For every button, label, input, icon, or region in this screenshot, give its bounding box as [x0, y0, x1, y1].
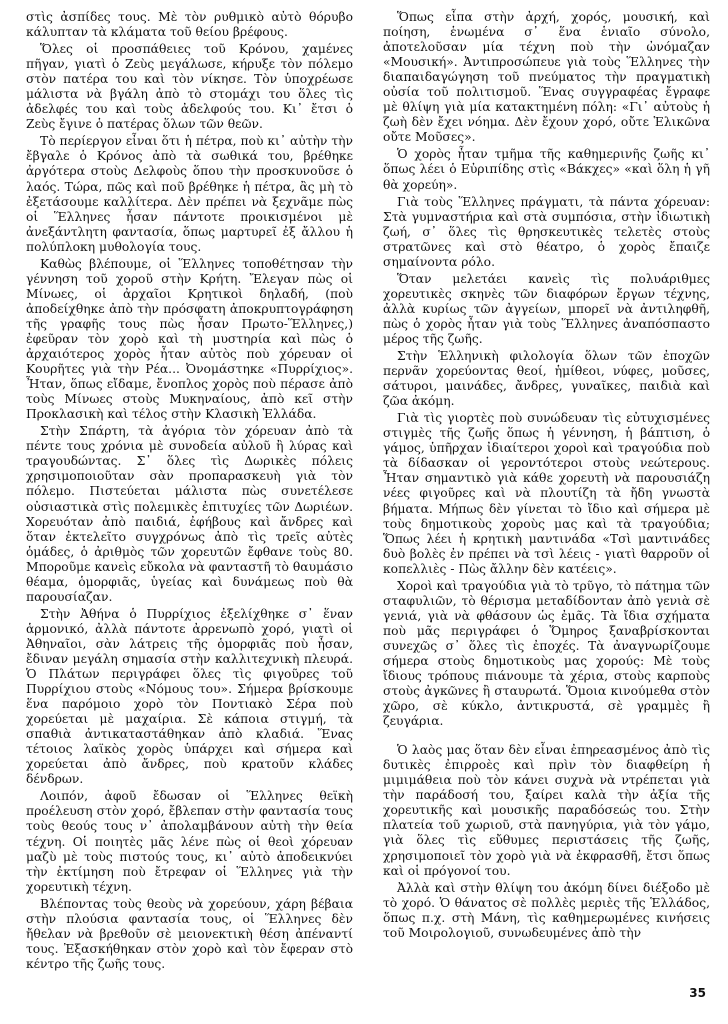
paragraph: Χοροὶ καὶ τραγούδια γιὰ τὸ τρῦγο, τὸ πάτημα τῶν σταφυλιῶν, τὸ θέρισμα μεταδίδονταν ἀπὸ γενιὰ σὲ γενιά, γιὰ νὰ φθάσουν ὡς ἐμᾶς. Τὰ ἴδια σχήματα ποὺ μᾶς περιγράφει ὁ Ὅμηρος ξαναβρίσκονται συνεχῶς σ᾽ ὅλες τὶς ἐποχές. Τὰ ἀναγνωρίζουμε σήμερα στοὺς δημοτικοὺς μας χορούς: Μὲ τοὺς ἴδιους τρόπους πιάνουμε τὰ χέρια, στοὺς καρποὺς στοὺς ἀγκῶνες ἢ σταυρωτά. Ὅμοια κινούμεθα στὸν χῶρο, σὲ κύκλο, ἀντικρυστά, σὲ γραμμὲς ἢ ζευγάρια. — [383, 578, 711, 729]
paragraph: Καθὼς βλέπουμε, οἱ Ἕλληνες τοποθέτησαν τὴν γέννηση τοῦ χοροῦ στὴν Κρήτη. Ἔλεγαν πὼς οἱ Μίνωες, οἱ ἀρχαῖοι Κρητικοὶ δηλαδή, (ποὺ ἀποδείχθηκε ἀπὸ τὴν πρόσφατη ἀποκρυπτογράφηση τῆς γραφῆς τους πὼς ἦσαν Πρωτο-Ἕλληνες,) ἐφεῦραν τὸν χορὸ καὶ τὴ μυστηρία καὶ πὼς ὁ ἀρχαιότερος χορὸς ἦταν αὐτὸς ποὺ χόρευαν οἱ Κουρῆτες γιὰ τὴν Ρέα... Ὀνομάστηκε «Πυρρίχιος». Ἦταν, ὅπως εἴδαμε, ἔνοπλος χορὸς ποὺ πέρασε ἀπὸ τοὺς Μίνωες στοὺς Μυκηναίους, ἀπὸ κεῖ στὴν Προκλασικὴ καὶ τέλος στὴν Κλασικὴ Ἑλλάδα. — [26, 256, 353, 422]
paragraph: Γιὰ τοὺς Ἕλληνες πράγματι, τὰ πάντα χόρευαν: Στὰ γυμναστήρια καὶ στὰ συμπόσια, στὴν ἰδιωτικὴ ζωή, σ᾽ ὅλες τὶς θρησκευτικὲς τελετὲς στοὺς στρατῶνες καὶ στὸ θέατρο, ὁ χορὸς ἔπαιζε σημαίνοντα ρόλο. — [383, 194, 710, 269]
paragraph: Τὸ περίεργον εἶναι ὅτι ἡ πέτρα, ποὺ κι᾽ αὐτὴν τὴν ἔβγαλε ὁ Κρόνος ἀπὸ τὰ σωθικά του, βρέθηκε ἀργότερα στοὺς Δελφοὺς ὅπου τὴν προσκυνοῦσε ὁ λαός. Τώρα, πῶς καὶ ποῦ βρέθηκε ἡ πέτρα, ἂς μὴ τὸ ἐξετάσουμε καλλίτερα. Δὲν πρέπει νὰ ξεχνᾶμε πὼς οἱ Ἕλληνες ἦσαν πάντοτε προικισμένοι μὲ ἀνεξάντλητη φαντασία, ὅπως μαρτυρεῖ ἐξ ἄλλου ἡ πολύπλοκη μυθολογία τους. — [26, 134, 353, 254]
left-column — [26, 10, 353, 974]
paragraph: Στὴν Ἑλληνικὴ φιλολογία ὅλων τῶν ἐποχῶν περνᾶν χορεύοντας θεοί, ἡμίθεοι, νύφες, μοῦσες, σάτυροι, μαινάδες, ἄνδρες, γυναῖκες, παιδιὰ καὶ ζῶα ἀκόμη. — [383, 349, 710, 409]
paragraph: στὶς ἀσπίδες τους. Μὲ τὸν ρυθμικὸ αὐτὸ θόρυβο κάλυπταν τὰ κλάματα τοῦ θείου βρέφους. — [26, 10, 353, 40]
paragraph: Στὴν Σπάρτη, τὰ ἀγόρια τὸν χόρευαν ἀπὸ τὰ πέντε τους χρόνια μὲ συνοδεία αὐλοῦ ἢ λύρας καὶ τραγουδώντας. Σ᾽ ὅλες τὶς Δωρικὲς πόλεις χρησιμοποιοῦταν σὰν προπαρασκευὴ γιὰ τὸν πόλεμο. Πιστεύεται μάλιστα πὼς συνετέλεσε οὐσιαστικὰ στὶς πολεμικὲς ἐπιτυχίες τῶν Δωριέων. Χορευόταν ἀπὸ παιδιά, ἐφήβους καὶ ἄνδρες καὶ ὅταν ἐκτελεῖτο συγχρόνως ἀπὸ τὶς τρεῖς αὐτὲς ὁμάδες, ὁ ἀριθμὸς τῶν χορευτῶν ἔφθανε τοὺς 80. Μποροῦμε κανεὶς εὔκολα νὰ φανταστῆ τὸ θαυμάσιο θέαμα, ὁμορφιᾶς, ὑγείας καὶ δυνάμεως ποὺ θὰ παρουσίαζαν. — [26, 424, 353, 604]
paragraph: Ὅταν μελετάει κανεὶς τὶς πολυάριθμες χορευτικὲς σκηνὲς τῶν διαφόρων ἔργων τέχνης, ἀλλὰ κυρίως τῶν ἀγγείων, μπορεῖ νὰ ἀντιληφθῆ, πὼς ὁ χορὸς ἦταν γιὰ τοὺς Ἕλληνες ἀναπόσπαστο μέρος τῆς ζωῆς. — [383, 271, 710, 346]
paragraph: Ἀλλὰ καὶ στὴν θλίψη του ἀκόμη δίνει διέξοδο μὲ τὸ χορό. Ὁ θάνατος σὲ πολλὲς μεριὲς τῆς Ἑλλάδος, ὅπως π.χ. στὴ Μάνη, τὶς καθημερωμένες κινήσεις τοῦ Μοιρολογιοῦ, συνωδευμένες ἀπὸ τὴν — [383, 880, 710, 940]
paragraph: Ὅπως εἶπα στὴν ἀρχή, χορός, μουσική, καὶ ποίηση, ἑνωμένα σ᾽ ἕνα ἑνιαῖο σύνολο, ἀποτελοῦσαν μία τέχνη ποὺ τὴν ὠνόμαζαν «Μουσική». Ἀντιπροσώπευε γιὰ τοὺς Ἕλληνες τὴν διαπαιδαγώγηση τοῦ πνεύματος τὴν πραγματικὴ οὐσία τοῦ πολιτισμοῦ. Ἕνας συγγραφέας ἔγραφε μὲ θλίψη γιὰ μία κατακτημένη πόλη: «Γι᾽ αὐτοὺς ἡ ζωὴ δὲν ἔχει νόημα. Δὲν ἔχουν χορό, οὔτε Ἑλικῶνα οὔτε Μοῦσες». — [383, 10, 710, 145]
page-number: 35 — [689, 986, 706, 1000]
paragraph: Λοιπόν, ἀφοῦ ἔδωσαν οἱ Ἕλληνες θεϊκὴ προέλευση στὸν χορό, ἔβλεπαν στὴν φαντασία τους τοὺς θεούς τους ν᾽ ἀπολαμβάνουν αὐτὴ τὴν θεία τέχνη. Οἱ ποιητὲς μᾶς λένε πὼς οἱ θεοὶ χόρευαν μαζὺ μὲ τοὺς πιστούς τους, κι᾽ αὐτὸ ἀποδεικνύει τὴν ἐκτίμηση ποὺ ἔτρεφαν οἱ Ἕλληνες γιὰ τὴν χορευτικὴ τέχνη. — [26, 789, 353, 894]
paragraph: Στὴν Ἀθήνα ὁ Πυρρίχιος ἐξελίχθηκε σ᾽ ἕναν ἁρμονικό, ἀλλὰ πάντοτε ἀρρενωπὸ χορό, γιατὶ οἱ Ἀθηναῖοι, σὰν λάτρεις τῆς ὁμορφιᾶς ποὺ ἦσαν, ἔδιναν μεγάλη σημασία στὴν καλλιτεχνικὴ πλευρά. Ὁ Πλάτων περιγράφει ὅλες τὶς φιγοῦρες τοῦ Πυρρίχιου στοὺς «Νόμους του». Σήμερα βρίσκουμε ἕνα παρόμοιο χορὸ τὸν Ποντιακὸ Σέρα ποὺ χορεύεται μὲ μαχαίρια. Σὲ κάποια στιγμή, τὰ σπαθιὰ ἀντικαταστάθηκαν ἀπὸ κλαδιά. Ἕνας τέτοιος λαϊκὸς χορὸς ὑπάρχει καὶ σήμερα καὶ χορεύεται ἀπὸ ἄνδρες, ποὺ κρατοῦν κλάδες δένδρων. — [26, 606, 353, 787]
paragraph: Ὅλες οἱ προσπάθειες τοῦ Κρόνου, χαμένες πῆγαν, γιατὶ ὁ Ζεὺς μεγάλωσε, κήρυξε τὸν πόλεμο στὸν πατέρα του καὶ τὸν νίκησε. Τὸν ὑποχρέωσε μάλιστα νὰ βγάλη ἀπὸ τὸ στομάχι του ὅλες τὶς ἀδελφές του καὶ τοὺς ἀδελφούς του. Κι᾽ ἔτσι ὁ Ζεὺς ἔγινε ὁ πατέρας ὅλων τῶν θεῶν. — [26, 42, 353, 132]
paragraph: Γιὰ τὶς γιορτὲς ποὺ συνώδευαν τὶς εὐτυχισμένες στιγμὲς τῆς ζωῆς ὅπως ἡ γέννηση, ἡ βάπτιση, ὁ γάμος, ὑπῆρχαν ἰδιαίτεροι χοροὶ καὶ τραγούδια ποὺ τὰ δίδασκαν οἱ γεροντότεροι στοὺς νεώτερους. Ἦταν σημαντικὸ γιὰ κάθε χορευτὴ νὰ παρουσιάζη νέες φιγοῦρες καὶ νὰ πλουτίζη τὰ ἤδη γνωστὰ βήματα. Μήπως δὲν γίνεται τὸ ἴδιο καὶ σήμερα μὲ τοὺς δημοτικοὺς χοροὺς μας καὶ τὰ τραγούδια; Ὅπως λέει ἡ κρητικὴ μαντινάδα «Τσὶ μαντινάδες δυὸ βολὲς ἐν πρέπει νὰ τσὶ λέεις - γιατὶ θαρροῦν οἱ κοπελλιὲς - Πὼς ἄλλην δὲν κατέεις». — [383, 411, 710, 576]
right-column — [383, 10, 710, 974]
text-columns — [26, 10, 710, 974]
paragraph: Ὁ χορὸς ἦταν τμῆμα τῆς καθημερινῆς ζωῆς κι᾽ ὅπως λέει ὁ Εὐριπίδης στὶς «Βάκχες» «καὶ ὅλη ἡ γῆ θὰ χορεύη». — [383, 147, 710, 192]
paragraph: Βλέποντας τοὺς θεοὺς νὰ χορεύουν, χάρη βέβαια στὴν πλούσια φαντασία τους, οἱ Ἕλληνες δὲν ἤθελαν νὰ βρεθοῦν σὲ μειονεκτικὴ θέση ἀπέναντί τους. Ἐξασκήθηκαν στὸν χορὸ καὶ τὸν ἔφεραν στὸ κέντρο τῆς ζωῆς τους. — [26, 896, 353, 971]
section-break — [383, 731, 710, 743]
paragraph: Ὁ λαὸς μας ὅταν δὲν εἶναι ἐπηρεασμένος ἀπὸ τὶς δυτικὲς ἐπιρροὲς καὶ πρὶν τὸν διαφθείρη ἡ μιμιμάθεια ποὺ τὸν κάνει συχνὰ νὰ ντρέπεται γιὰ τὴν παράδοσή του, ξαίρει καλὰ τὴν ἀξία τῆς χορευτικῆς καὶ μουσικῆς παραδόσεώς του. Στὴν πλατεία τοῦ χωριοῦ, στὰ πανηγύρια, γιὰ τὸν γάμο, γιὰ ὅλες τὶς εὔθυμες περιστάσεις τῆς ζωῆς, χρησιμοποιεῖ τὸν χορὸ γιὰ νὰ ἐκφρασθῆ, ἔτσι ὅπως καὶ οἱ πρόγονοί του. — [383, 743, 710, 878]
